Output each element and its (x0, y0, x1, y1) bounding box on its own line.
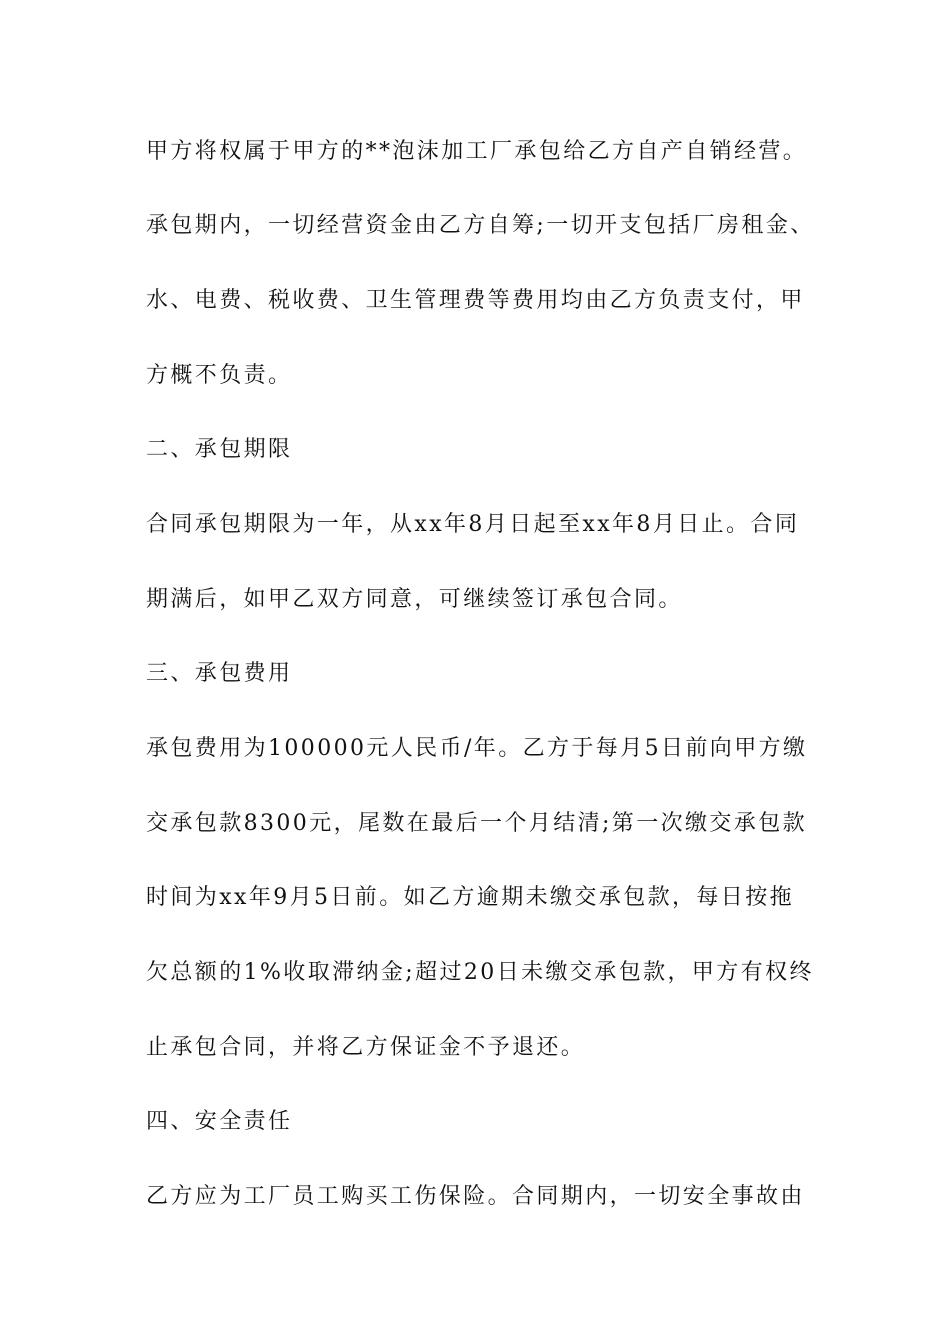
section-heading: 四、安全责任 (146, 1109, 293, 1134)
section-heading: 三、承包费用 (146, 661, 293, 686)
section-heading: 二、承包期限 (146, 437, 293, 462)
paragraph-line: 水、电费、税收费、卫生管理费等费用均由乙方负责支付，甲 (146, 288, 805, 313)
paragraph-line: 方概不负责。 (146, 363, 293, 388)
paragraph-line: 欠总额的1%收取滞纳金;超过20日未缴交承包款，甲方有权终 (146, 960, 814, 985)
paragraph-line: 交承包款8300元，尾数在最后一个月结清;第一次缴交承包款 (146, 811, 808, 836)
paragraph-line: 承包费用为100000元人民币/年。乙方于每月5日前向甲方缴 (146, 736, 808, 761)
paragraph-line: 乙方应为工厂员工购买工伤保险。合同期内，一切安全事故由 (146, 1184, 805, 1209)
paragraph-line: 合同承包期限为一年，从xx年8月日起至xx年8月日止。合同 (146, 512, 800, 537)
paragraph-line: 期满后，如甲乙双方同意，可继续签订承包合同。 (146, 587, 683, 612)
paragraph-line: 止承包合同，并将乙方保证金不予退还。 (146, 1035, 586, 1060)
paragraph-line: 甲方将权属于甲方的**泡沫加工厂承包给乙方自产自销经营。 (146, 139, 808, 164)
paragraph-line: 时间为xx年9月5日前。如乙方逾期未缴交承包款，每日按拖 (146, 885, 795, 910)
paragraph-line: 承包期内，一切经营资金由乙方自筹;一切开支包括厂房租金、 (146, 213, 815, 238)
